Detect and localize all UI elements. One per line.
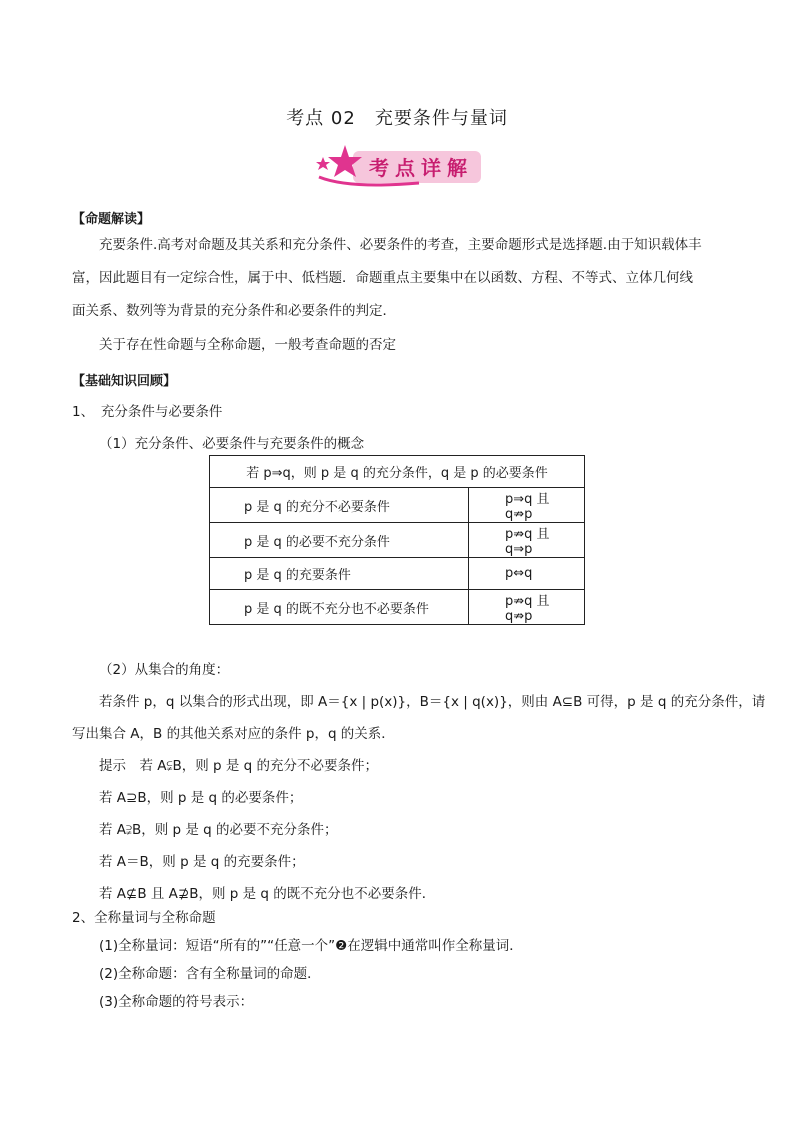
table-cell: p 是 q 的既不充分也不必要条件 <box>210 590 469 625</box>
hint-line: 若 A＝B，则 p 是 q 的充要条件； <box>99 854 305 870</box>
sub-heading: （2）从集合的角度： <box>99 662 230 678</box>
table-cell: p 是 q 的充分不必要条件 <box>210 488 469 523</box>
sub-heading: （1）充分条件、必要条件与充要条件的概念 <box>99 436 365 452</box>
table-cell: p 是 q 的必要不充分条件 <box>210 523 469 558</box>
paragraph-line: (2)全称命题：含有全称量词的命题． <box>99 966 321 982</box>
table-header-row <box>210 456 585 488</box>
paragraph-line: 若条件 p，q 以集合的形式出现，即 A＝{x | p(x)}，B＝{x | q(x)}，则由 A⊆B 可得，p 是 q 的充分条件，请 <box>99 694 766 710</box>
table-header-cell: 若 p⇒q，则 p 是 q 的充分条件，q 是 p 的必要条件 <box>210 456 585 488</box>
paragraph-line: 关于存在性命题与全称命题，一般考查命题的否定 <box>99 337 396 353</box>
concept-table <box>209 455 585 625</box>
paragraph-line: 面关系、数列等为背景的充分条件和必要条件的判定． <box>72 303 396 319</box>
paragraph-line: 充要条件.高考对命题及其关系和充分条件、必要条件的考查，主要命题形式是选择题.由于知识载体丰 <box>99 237 702 253</box>
hint-line: 若 A⊇B，则 p 是 q 的必要条件； <box>99 790 303 806</box>
item-heading: 2、全称量词与全称命题 <box>72 910 216 926</box>
table-cell: p⇏q 且 q⇏p <box>469 590 585 625</box>
paragraph-line: (3)全称命题的符号表示： <box>99 994 254 1010</box>
table-row <box>210 558 585 590</box>
hint-line: 若 A⊈B 且 A⊉B，则 p 是 q 的既不充分也不必要条件． <box>99 886 436 902</box>
table-row <box>210 590 585 625</box>
page-title: 考点 02 充要条件与量词 <box>286 108 508 129</box>
paragraph-line: 富，因此题目有一定综合性，属于中、低档题．命题重点主要集中在以函数、方程、不等式、立体几何线 <box>72 270 693 286</box>
hint-line: 若 A⫌B，则 p 是 q 的必要不充分条件； <box>99 822 338 838</box>
hint-line: 提示 若 A⫋B，则 p 是 q 的充分不必要条件； <box>99 758 379 774</box>
table-cell: p⇏q 且 q⇒p <box>469 523 585 558</box>
topic-banner <box>309 143 485 191</box>
section-title-interpretation: 【命题解读】 <box>72 212 151 227</box>
paragraph-line: (1)全称量词：短语“所有的”“任意一个”❷在逻辑中通常叫作全称量词． <box>99 938 523 954</box>
banner-text: 考点详解 <box>369 156 473 180</box>
item-heading: 1、 充分条件与必要条件 <box>72 404 223 420</box>
small-star-icon <box>316 157 330 170</box>
table-cell: p⇒q 且 q⇏p <box>469 488 585 523</box>
section-title-basics: 【基础知识回顾】 <box>72 374 177 389</box>
table-row <box>210 488 585 523</box>
table-cell: p⇔q <box>469 558 585 590</box>
table-cell: p 是 q 的充要条件 <box>210 558 469 590</box>
banner-graphic <box>309 143 485 191</box>
table-row <box>210 523 585 558</box>
paragraph-line: 写出集合 A，B 的其他关系对应的条件 p，q 的关系． <box>72 726 395 742</box>
